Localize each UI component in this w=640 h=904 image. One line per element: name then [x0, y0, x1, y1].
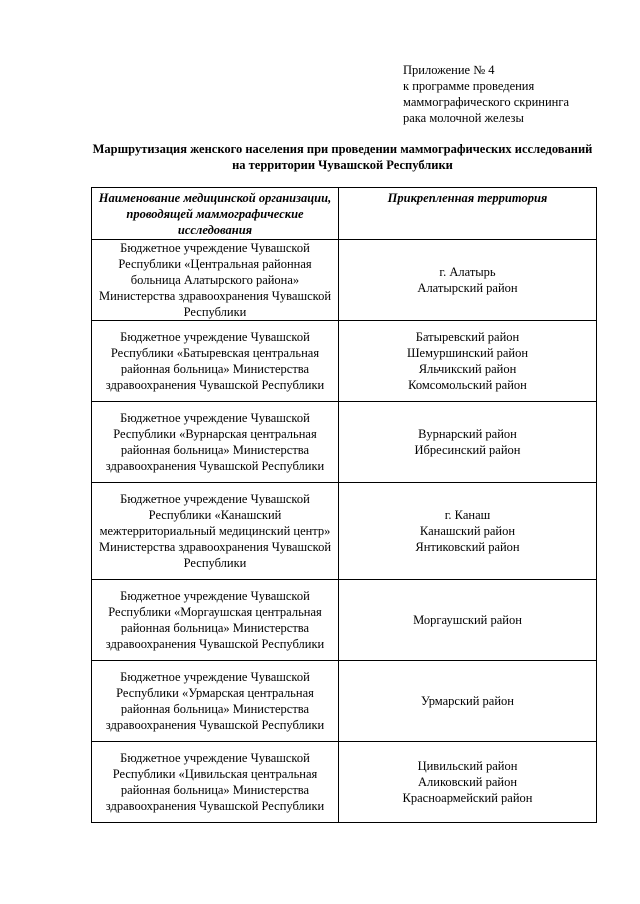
- document-title: Маршрутизация женского населения при проведении маммографических исследований на территории Чувашской Республики: [92, 142, 593, 172]
- territory-item: Янтиковский район: [415, 540, 520, 554]
- territory-cell: [339, 580, 597, 661]
- territory-cell: [339, 742, 597, 823]
- territory-item: Комсомольский район: [408, 378, 527, 392]
- table-header-row: [92, 188, 597, 240]
- territory-item: Вурнарский район: [418, 427, 517, 441]
- territory-cell: [339, 483, 597, 580]
- appendix-line: к программе проведения: [403, 79, 535, 93]
- territory-cell: [339, 402, 597, 483]
- organization-cell: Бюджетное учреждение Чувашской Республики «Батыревская центральная районная больница» Министерства здравоохранения Чувашской Республики: [92, 321, 339, 402]
- header-organization: Наименование медицинской организации, проводящей маммографические исследования: [92, 188, 339, 240]
- territory-item: Батыревский район: [415, 330, 520, 344]
- organization-cell: Бюджетное учреждение Чувашской Республики «Моргаушская центральная районная больница» Министерства здравоохранения Чувашской Республики: [92, 580, 339, 661]
- organization-cell: Бюджетное учреждение Чувашской Республики «Канашский межтерриториальный медицинский центр» Министерства здравоохранения Чувашской Республики: [92, 483, 339, 580]
- territory-item: Ибресинский район: [414, 443, 521, 457]
- organization-cell: Бюджетное учреждение Чувашской Республики «Урмарская центральная районная больница» Министерства здравоохранения Чувашской Республики: [92, 661, 339, 742]
- appendix-line: рака молочной железы: [403, 111, 524, 125]
- territory-item: Урмарский район: [421, 694, 514, 708]
- territory-item: Аликовский район: [417, 775, 518, 789]
- table-row: [92, 321, 597, 402]
- appendix-block: [403, 62, 569, 126]
- territory-item: г. Алатырь: [439, 265, 496, 279]
- header-territory: Прикрепленная территория: [339, 188, 597, 240]
- territory-item: Канашский район: [419, 524, 516, 538]
- territory-cell: [339, 321, 597, 402]
- territory-cell: [339, 661, 597, 742]
- table-row: [92, 580, 597, 661]
- territory-item: г. Канаш: [444, 508, 491, 522]
- appendix-line: маммографического скрининга: [403, 95, 570, 109]
- territory-item: Шемуршинский район: [406, 346, 529, 360]
- territory-item: Яльчикский район: [418, 362, 517, 376]
- territory-item: Алатырский район: [417, 281, 518, 295]
- table-row: [92, 240, 597, 321]
- table-row: [92, 402, 597, 483]
- organization-cell: Бюджетное учреждение Чувашской Республики «Вурнарская центральная районная больница» Министерства здравоохранения Чувашской Республики: [92, 402, 339, 483]
- appendix-line: Приложение № 4: [403, 63, 495, 77]
- territory-cell: [339, 240, 597, 321]
- organization-cell: Бюджетное учреждение Чувашской Республики «Центральная районная больница Алатырского района» Министерства здравоохранения Чувашской Республики: [92, 240, 339, 321]
- territory-item: Моргаушский район: [413, 613, 522, 627]
- table-row: [92, 661, 597, 742]
- routing-table: [91, 187, 597, 823]
- organization-cell: Бюджетное учреждение Чувашской Республики «Цивильская центральная районная больница» Министерства здравоохранения Чувашской Республики: [92, 742, 339, 823]
- territory-item: Красноармейский район: [402, 791, 533, 805]
- table-row: [92, 483, 597, 580]
- table-row: [92, 742, 597, 823]
- territory-item: Цивильский район: [417, 759, 518, 773]
